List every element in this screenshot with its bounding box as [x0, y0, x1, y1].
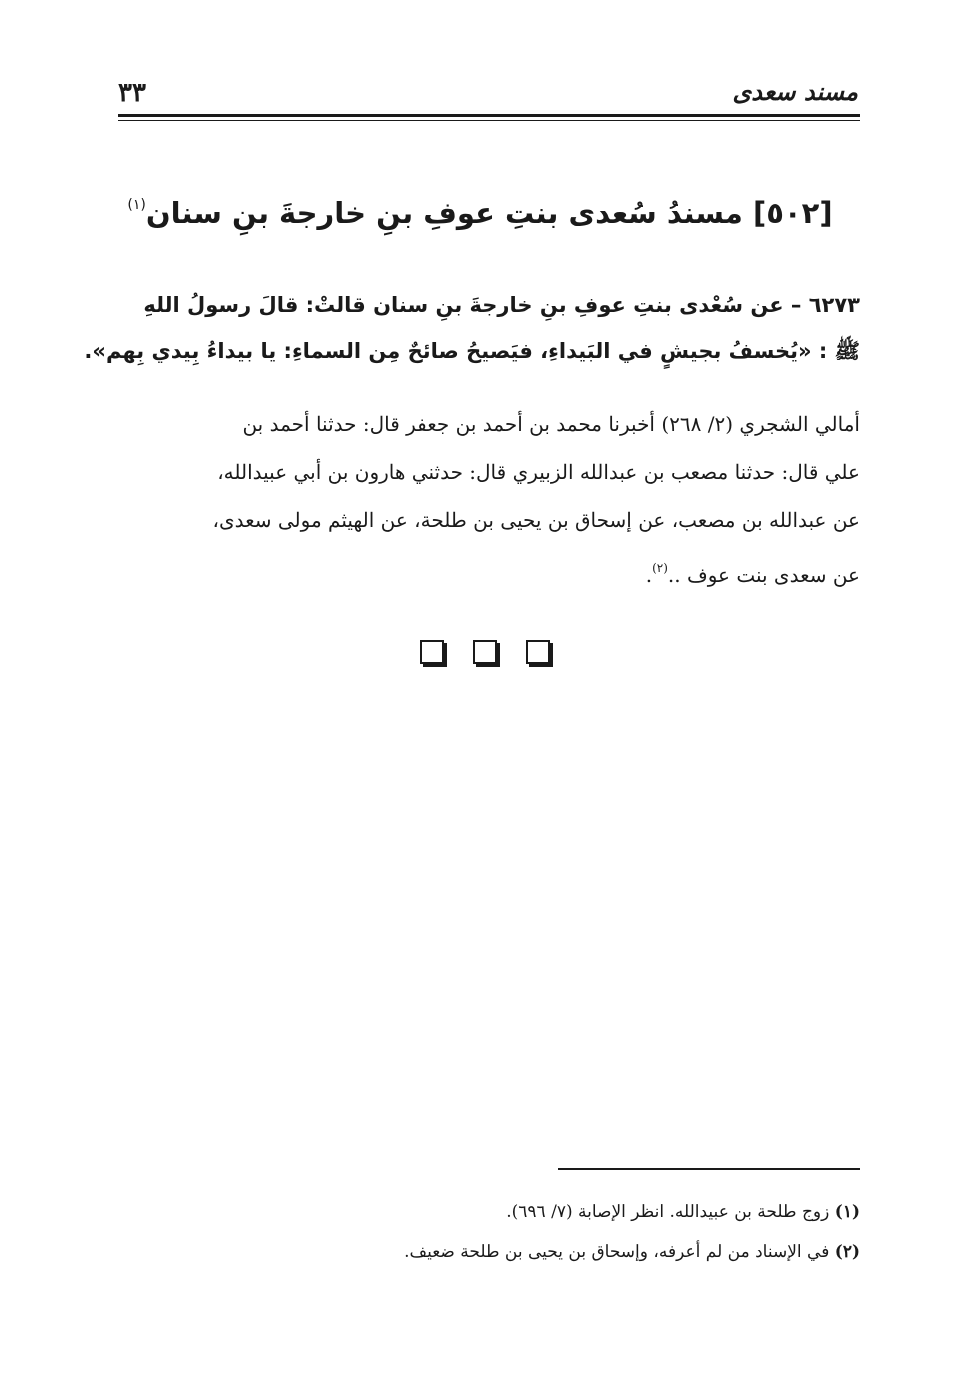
book-title: مسند سعدى [732, 78, 858, 106]
footnote-number: (١) [834, 1202, 860, 1222]
footnote-separator [558, 1168, 860, 1170]
takhrij-line-end: . [645, 563, 653, 587]
square-ornament-icon [420, 640, 444, 664]
takhrij-line: علي قال: حدثنا مصعب بن عبدالله الزبيري قال: حدثني هارون بن أبي عبيدالله، [217, 460, 860, 484]
takhrij-line-last [108, 544, 860, 599]
square-ornament-icon [473, 640, 497, 664]
section-heading [100, 196, 860, 230]
footnote-2 [300, 1232, 860, 1272]
footnote-text: في الإسناد من لم أعرفه، وإسحاق بن يحيى بن طلحة ضعيف. [404, 1242, 830, 1262]
footnote-number: (٢) [834, 1242, 860, 1262]
footnote-text: زوج طلحة بن عبيدالله. انظر الإصابة (٧/ ٦٩٦). [506, 1202, 830, 1222]
header-rule-thick [118, 114, 860, 117]
takhrij-line: عن عبدالله بن مصعب، عن إسحاق بن يحيى بن طلحة، عن الهيثم مولى سعدى، [212, 508, 860, 532]
heading-footnote-ref: (١) [127, 197, 146, 213]
takhrij-footnote-ref: (٢) [652, 561, 668, 575]
header-rule-thin [118, 120, 860, 121]
page-number: ٣٣ [118, 78, 146, 108]
footnote-1 [300, 1192, 860, 1232]
section-end-marks [420, 640, 550, 666]
hadith-text [84, 282, 860, 374]
takhrij-line: أمالي الشجري (٢/ ٢٦٨) أخبرنا محمد بن أحمد بن جعفر قال: حدثنا أحمد بن [242, 412, 860, 436]
hadith-line: ﷺ : «يُخسفُ بجيشٍ في البَيداءِ، فيَصيحُ صائحٌ مِن السماءِ: يا بيداءُ بِيدي بِهم». [84, 339, 860, 363]
section-heading-text: [٥٠٢] مسندُ سُعدى بنتِ عوفِ بنِ خارجةَ بنِ سنان [145, 196, 833, 230]
footnotes [300, 1192, 860, 1272]
takhrij-text [108, 400, 860, 599]
running-head [118, 78, 858, 112]
hadith-line: ٦٢٧٣ – عن سُعْدى بنتِ عوفِ بنِ خارجةَ بنِ سنان قالتْ: قالَ رسولُ اللهِ [143, 293, 860, 317]
takhrij-line-last-text: عن سعدى بنت عوف .. [667, 563, 860, 587]
square-ornament-icon [526, 640, 550, 664]
